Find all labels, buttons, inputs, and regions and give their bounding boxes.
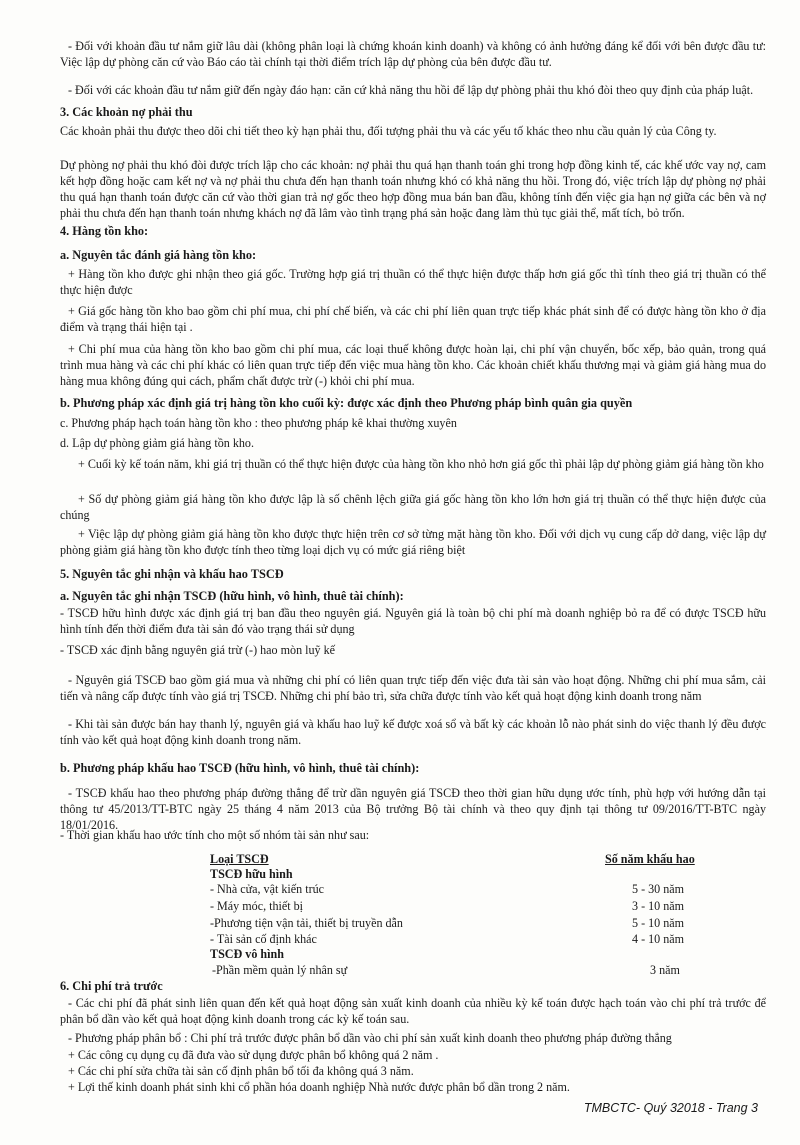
paragraph-repair-allocation: + Các chi phí sửa chữa tài sản cố định phân bổ tối đa không quá 3 năm. <box>68 1064 414 1078</box>
paragraph-asset-cost-components: - Nguyên giá TSCĐ bao gồm giá mua và những chi phí có liên quan trực tiếp đến việc đưa tài sản vào hoạt động. Những chi phí mua sắm, cải tiến và nâng cấp được tính vào giá trị TSCĐ. Những chi phí bảo trì, sửa chữa được tính vào kết quả hoạt động kinh doanh trong năm <box>60 673 766 703</box>
paragraph-purchase-cost: + Chi phí mua của hàng tồn kho bao gồm chi phí mua, các loại thuế không được hoàn lại, chi phí vận chuyển, bốc xếp, bảo quản, trong quá trình mua hàng và các chi phí khác có liên quan trực tiếp đến việc mua hàng tồn kho. Các khoản chiết khấu thương mại và giảm giá hàng mua do hàng mua không đúng qui cách, phẩm chất được trừ (-) khỏi chi phí mua. <box>60 342 766 388</box>
table-row-years: 5 - 10 năm <box>632 916 685 930</box>
paragraph-accounting-method: c. Phương pháp hạch toán hàng tồn kho : theo phương pháp kê khai thường xuyên <box>60 416 457 430</box>
page-footer: TMBCTC- Quý 32018 - Trang 3 <box>583 1101 758 1115</box>
paragraph-prepaid-definition: - Các chi phí đã phát sinh liên quan đến kết quả hoạt động sản xuất kinh doanh của nhiều kỳ kế toán được hạch toán vào chi phí trả trước để phân bổ dần vào kết quả hoạt động kinh doanh trong các kỳ kế toán sau. <box>60 996 766 1026</box>
paragraph-provision-year-end: + Cuối kỳ kế toán năm, khi giá trị thuần có thể thực hiện được của hàng tồn kho nhỏ hơn giá gốc thì phải lập dự phòng giảm giá hàng tồn kho <box>78 457 764 471</box>
heading-prepaid-expenses: 6. Chi phí trả trước <box>60 979 163 993</box>
paragraph-asset-disposal: - Khi tài sản được bán hay thanh lý, nguyên giá và khấu hao luỹ kế được xoá sổ và bất kỳ các khoản lỗ nào phát sinh do việc thanh lý đều được tính vào kết quả hoạt động kinh doanh trong năm. <box>60 717 766 747</box>
paragraph-tangible-asset-cost: - TSCĐ hữu hình được xác định giá trị ban đầu theo nguyên giá. Nguyên giá là toàn bộ chi phí mà doanh nghiệp bỏ ra để có được TSCĐ hữu hình tính đến thời điểm đưa tài sản đó vào trạng thái sử dụng <box>60 606 766 636</box>
paragraph-net-book-value: - TSCĐ xác định bằng nguyên giá trừ (-) hao mòn luỹ kế <box>60 643 336 657</box>
paragraph-held-to-maturity: - Đối với các khoản đầu tư nắm giữ đến ngày đáo hạn: căn cứ khả năng thu hồi để lập dự phòng phải thu khó đòi theo quy định của pháp luật. <box>68 83 754 97</box>
paragraph-long-term-investment: - Đối với khoản đầu tư nắm giữ lâu dài (không phân loại là chứng khoán kinh doanh) và không có ảnh hưởng đáng kể đối với bên được đầu tư: Việc lập dự phòng căn cứ vào Báo cáo tài chính tại thời điểm trích lập dự phòng của bên được đầu tư. <box>60 39 766 69</box>
table-row-years: 3 - 10 năm <box>632 899 685 913</box>
table-row-years: 3 năm <box>650 963 680 977</box>
paragraph-doubtful-debt-provision: Dự phòng nợ phải thu khó đòi được trích lập cho các khoản: nợ phải thu quá hạn thanh toán ghi trong hợp đồng kinh tế, các khế ước vay nợ, cam kết hợp đồng hoặc cam kết nợ và nợ phải thu chưa đến hạn thanh toán nhưng khó có khả năng thu hồi. Trong đó, việc trích lập dự phòng nợ phải thu quá hạn thanh toán được căn cứ vào thời gian trả nợ gốc theo hợp đồng mua bán ban đầu, không tính đến việc gia hạn nợ giữa các bên và nợ phải thu chưa đến hạn thanh toán nhưng khách nợ đã lâm vào tình trạng phá sản hoặc đang làm thủ tục giải thể, mất tích, bỏ trốn. <box>60 158 766 220</box>
table-group-tangible: TSCĐ hữu hình <box>210 867 293 881</box>
heading-inventory-valuation: a. Nguyên tắc đánh giá hàng tồn kho: <box>60 248 257 262</box>
paragraph-straight-line: - TSCĐ khấu hao theo phương pháp đường thẳng để trừ dần nguyên giá TSCĐ theo thời gian hữu dụng ước tính, phù hợp với hướng dẫn tại thông tư 45/2013/TT-BTC ngày 25 tháng 4 năm 2013 của Bộ trưởng Bộ tài chính và theo quy định tại thông tư 09/2016/TT-BTC ngày 18/01/2016. <box>60 786 766 832</box>
paragraph-inventory-cost: + Hàng tồn kho được ghi nhận theo giá gốc. Trường hợp giá trị thuần có thể thực hiện được thấp hơn giá gốc thì tính theo giá trị thuần có thể thực hiện được <box>60 267 766 297</box>
table-row-name: -Phương tiện vận tải, thiết bị truyền dẫn <box>210 916 403 930</box>
paragraph-inventory-original-cost: + Giá gốc hàng tồn kho bao gồm chi phí mua, chi phí chế biến, và các chi phí liên quan trực tiếp khác phát sinh để có được hàng tồn kho ở địa điểm và trạng thái hiện tại . <box>60 304 766 334</box>
paragraph-useful-life-intro: - Thời gian khấu hao ước tính cho một số nhóm tài sản như sau: <box>60 828 370 842</box>
table-row-years: 5 - 30 năm <box>632 882 685 896</box>
paragraph-allocation-method: - Phương pháp phân bổ : Chi phí trả trước được phân bổ dần vào chi phí sản xuất kinh doanh theo phương pháp đường thẳng <box>68 1031 672 1045</box>
table-header-asset-type: Loại TSCĐ <box>210 852 269 866</box>
heading-fixed-assets: 5. Nguyên tắc ghi nhận và khấu hao TSCĐ <box>60 567 284 581</box>
table-row-name: - Nhà cửa, vật kiến trúc <box>210 882 325 896</box>
heading-depreciation-method: b. Phương pháp khấu hao TSCĐ (hữu hình, vô hình, thuê tài chính): <box>60 761 420 775</box>
table-row-name: -Phần mềm quản lý nhân sự <box>212 963 348 977</box>
table-row-name: - Máy móc, thiết bị <box>210 899 304 913</box>
heading-receivables: 3. Các khoản nợ phải thu <box>60 105 193 119</box>
paragraph-goodwill-allocation: + Lợi thế kinh doanh phát sinh khi cổ phần hóa doanh nghiệp Nhà nước được phân bổ dần trong 2 năm. <box>68 1080 570 1094</box>
paragraph-tools-allocation: + Các công cụ dụng cụ đã đưa vào sử dụng được phân bổ không quá 2 năm . <box>68 1048 439 1062</box>
table-group-intangible: TSCĐ vô hình <box>210 947 284 961</box>
table-row-years: 4 - 10 năm <box>632 932 685 946</box>
heading-inventory-method: b. Phương pháp xác định giá trị hàng tồn kho cuối kỳ: được xác định theo Phương pháp bình quân gia quyền <box>60 396 633 410</box>
table-row-name: - Tài sản cố định khác <box>210 932 317 946</box>
table-header-years: Số năm khấu hao <box>605 852 695 866</box>
paragraph-provision-by-item: + Việc lập dự phòng giảm giá hàng tồn kho được thực hiện trên cơ sở từng mặt hàng tồn kho. Đối với dịch vụ cung cấp dở dang, việc lập dự phòng giảm giá hàng tồn kho được tính theo từng loại dịch vụ có mức giá riêng biệt <box>60 527 766 557</box>
paragraph-receivables-tracking: Các khoản phải thu được theo dõi chi tiết theo kỳ hạn phải thu, đối tượng phải thu và các yếu tố khác theo nhu cầu quản lý của Công ty. <box>60 124 717 138</box>
paragraph-provision-amount: + Số dự phòng giảm giá hàng tồn kho được lập là số chênh lệch giữa giá gốc hàng tồn kho lớn hơn giá trị thuần có thể thực hiện được của chúng <box>60 492 766 522</box>
paragraph-inventory-provision: d. Lập dự phòng giảm giá hàng tồn kho. <box>60 436 254 450</box>
heading-inventory: 4. Hàng tồn kho: <box>60 224 149 238</box>
heading-fixed-asset-recognition: a. Nguyên tắc ghi nhận TSCĐ (hữu hình, vô hình, thuê tài chính): <box>60 589 404 603</box>
